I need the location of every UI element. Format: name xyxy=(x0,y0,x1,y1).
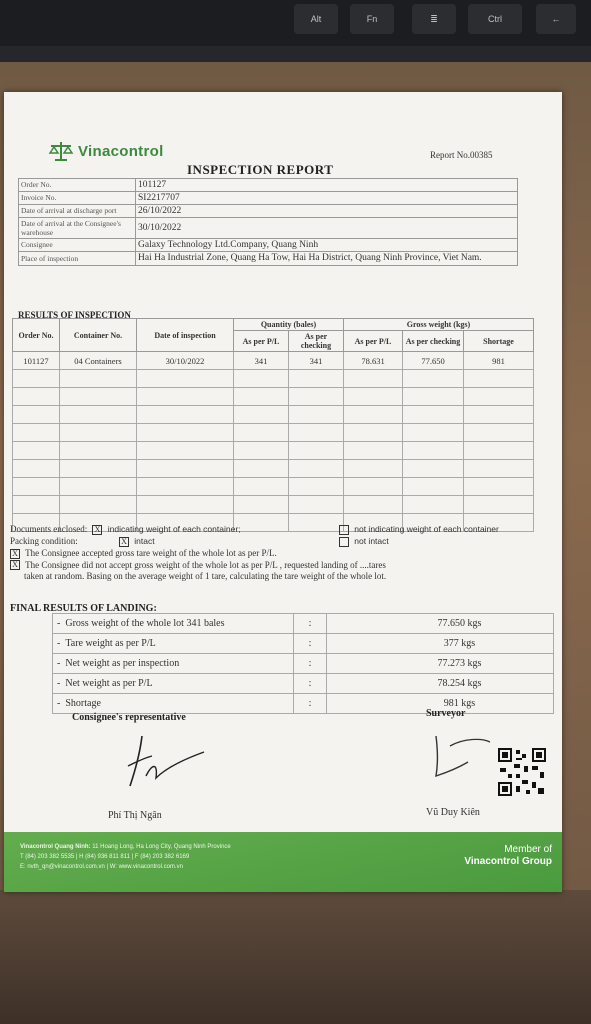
final-value: 377 kgs xyxy=(327,634,554,654)
packing-unchecked-text: not intact xyxy=(354,536,389,546)
dash: - xyxy=(57,678,61,689)
dash: - xyxy=(57,618,61,629)
cell-date: 30/10/2022 xyxy=(137,352,234,370)
footer-email-web: E: nvth_qn@vinacontrol.com.vn | W: www.vinacontrol.com.vn xyxy=(20,864,183,870)
final-label: Net weight as per P/L xyxy=(65,678,153,689)
final-results-title: FINAL RESULTS OF LANDING: xyxy=(10,603,157,614)
consignee-accepted-line xyxy=(10,548,550,560)
dash: - xyxy=(57,638,61,649)
floor-background xyxy=(0,890,591,1024)
meta-label: Place of inspection xyxy=(19,252,136,266)
checked-box-icon: X xyxy=(92,525,102,535)
packing-checked-text: intact xyxy=(134,536,155,546)
final-value: 77.273 kgs xyxy=(327,654,554,674)
keyboard xyxy=(0,0,591,62)
final-row xyxy=(53,614,554,634)
vinacontrol-logo xyxy=(48,140,164,162)
key-menu: ≣ xyxy=(412,4,456,34)
meta-label: Invoice No. xyxy=(19,192,136,205)
final-value: 981 kgs xyxy=(327,694,554,714)
empty-table-row xyxy=(13,496,534,514)
brand-name: Vinacontrol xyxy=(78,142,164,160)
final-label: Tare weight as per P/L xyxy=(65,638,156,649)
surveyor-name: Vũ Duy Kiên xyxy=(426,807,480,818)
documents-unchecked-text: not indicating weight of each container xyxy=(354,524,499,534)
average-weight-line: taken at random. Basing on the average weight of 1 tare, calculating the tare weight of the whole lot. xyxy=(24,571,387,581)
checked-box-icon: X xyxy=(119,537,129,547)
unchecked-box-icon xyxy=(339,537,349,547)
empty-table-row xyxy=(13,424,534,442)
results-section-title: RESULTS OF INSPECTION xyxy=(18,310,131,320)
cell-q-pl: 341 xyxy=(234,352,289,370)
meta-value: 30/10/2022 xyxy=(136,218,518,239)
packing-label: Packing condition: xyxy=(10,536,78,546)
packing-condition-row xyxy=(10,536,550,548)
results-table xyxy=(12,318,534,532)
final-row xyxy=(53,694,554,714)
final-row xyxy=(53,634,554,654)
footer-company: Vinacontrol Quang Ninh: xyxy=(20,844,91,850)
consignee-representative-title: Consignee's representative xyxy=(72,712,186,723)
group-name: Vinacontrol Group xyxy=(464,856,552,867)
meta-label: Order No. xyxy=(19,179,136,192)
empty-table-row xyxy=(13,406,534,424)
footer-phones: T (84) 203 382 5535 | H (84) 936 811 811 | F (84) 203 382 6169 xyxy=(20,854,190,860)
cell-g-check: 77.650 xyxy=(403,352,464,370)
unchecked-box-icon xyxy=(339,525,349,535)
key-fn: Fn xyxy=(350,4,394,34)
surveyor-signature xyxy=(428,732,498,782)
consignee-representative-name: Phí Thị Ngân xyxy=(108,810,162,821)
meta-row xyxy=(19,252,518,266)
table-row xyxy=(13,352,534,370)
col-container-no: Container No. xyxy=(60,319,137,352)
final-label: Gross weight of the whole lot 341 bales xyxy=(65,618,225,629)
consignee-signature xyxy=(122,728,222,798)
cell-shortage: 981 xyxy=(464,352,534,370)
meta-row xyxy=(19,192,518,205)
col-date: Date of inspection xyxy=(137,319,234,352)
meta-value: Galaxy Technology Ltd.Company, Quang Ninh xyxy=(136,239,518,252)
final-row xyxy=(53,674,554,694)
qr-code-icon xyxy=(498,748,546,796)
col-order-no: Order No. xyxy=(13,319,60,352)
empty-table-row xyxy=(13,388,534,406)
checked-box-icon: X xyxy=(10,560,20,570)
meta-row xyxy=(19,205,518,218)
col-shortage: Shortage xyxy=(464,331,534,352)
results-header-row xyxy=(13,319,534,331)
report-number: Report No.00385 xyxy=(430,150,493,160)
meta-row xyxy=(19,218,518,239)
colon: : xyxy=(294,654,327,674)
empty-table-row xyxy=(13,370,534,388)
empty-table-row xyxy=(13,478,534,496)
empty-table-row xyxy=(13,442,534,460)
checked-box-icon: X xyxy=(10,549,20,559)
colon: : xyxy=(294,634,327,654)
final-label: Net weight as per inspection xyxy=(65,658,180,669)
documents-enclosed-row xyxy=(10,524,550,536)
colon: : xyxy=(294,694,327,714)
member-of-text: Member of xyxy=(504,844,552,855)
footer-address: 11 Hoang Long, Ha Long City, Quang Ninh Province xyxy=(92,844,231,850)
footer-banner xyxy=(4,832,562,892)
colon: : xyxy=(294,674,327,694)
final-value: 77.650 kgs xyxy=(327,614,554,634)
not-accepted-text: The Consignee did not accept gross weight of the whole lot as per P/L , requested landing of ....tares xyxy=(25,559,386,570)
final-row xyxy=(53,654,554,674)
col-g-pl: As per P/L xyxy=(344,331,403,352)
col-gross-weight: Gross weight (kgs) xyxy=(344,319,534,331)
cell-order-no: 101127 xyxy=(13,352,60,370)
consignee-not-accepted-line xyxy=(10,560,550,572)
col-q-pl: As per P/L xyxy=(234,331,289,352)
surveyor-title: Surveyor xyxy=(426,708,466,719)
order-info-table xyxy=(18,178,518,266)
cell-q-check: 341 xyxy=(289,352,344,370)
colon: : xyxy=(294,614,327,634)
empty-table-row xyxy=(13,460,534,478)
key-left-arrow: ← xyxy=(536,4,576,34)
final-results-table xyxy=(52,613,554,714)
col-g-check: As per checking xyxy=(403,331,464,352)
documents-checked-text: indicating weight of each container; xyxy=(107,524,241,534)
meta-label: Consignee xyxy=(19,239,136,252)
key-ctrl: Ctrl xyxy=(468,4,522,34)
meta-value: 26/10/2022 xyxy=(136,205,518,218)
footer-contact xyxy=(20,842,231,872)
dash: - xyxy=(57,698,61,709)
key-alt: Alt xyxy=(294,4,338,34)
cell-g-pl: 78.631 xyxy=(344,352,403,370)
meta-value: SI2217707 xyxy=(136,192,518,205)
scales-logo-icon xyxy=(48,140,74,162)
final-value: 78.254 kgs xyxy=(327,674,554,694)
dash: - xyxy=(57,658,61,669)
meta-value: Hai Ha Industrial Zone, Quang Ha Tow, Hai Ha District, Quang Ninh Province, Viet Nam. xyxy=(136,252,518,266)
notes-block xyxy=(10,524,550,583)
cell-container-no: 04 Containers xyxy=(60,352,137,370)
col-quantity: Quantity (bales) xyxy=(234,319,344,331)
final-label: Shortage xyxy=(65,698,101,709)
meta-value: 101127 xyxy=(136,179,518,192)
footer-member xyxy=(464,844,552,868)
inspection-report-document xyxy=(4,92,562,892)
col-q-check: As per checking xyxy=(289,331,344,352)
keyboard-edge xyxy=(0,46,591,62)
meta-label: Date of arrival at the Consignee's warehouse xyxy=(19,218,136,239)
accepted-text: The Consignee accepted gross tare weight of the whole lot as per P/L. xyxy=(25,548,277,558)
document-title: INSPECTION REPORT xyxy=(187,162,334,177)
meta-label: Date of arrival at discharge port xyxy=(19,205,136,218)
documents-label: Documents enclosed: xyxy=(10,524,88,534)
meta-row xyxy=(19,239,518,252)
meta-row xyxy=(19,179,518,192)
